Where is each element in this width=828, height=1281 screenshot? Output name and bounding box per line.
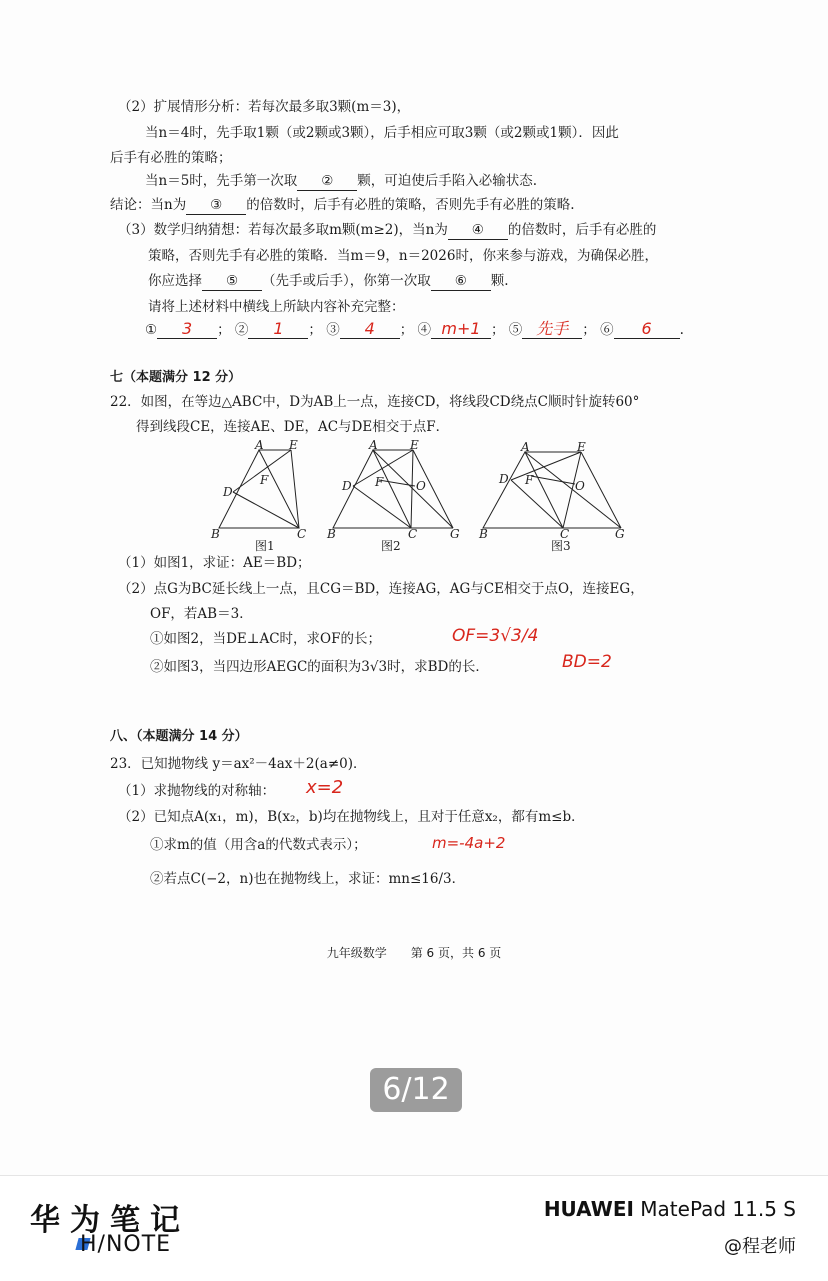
fig1-label-a: A xyxy=(255,440,264,452)
handwritten-answer-6: 6 xyxy=(641,319,652,338)
fig1-caption: 图1 xyxy=(255,539,275,552)
q22-part2-sub1: ①如图2，当DE⊥AC时，求OF的长； xyxy=(150,631,381,647)
fig1-label-f: F xyxy=(260,473,269,487)
page-indicator: 6/12 xyxy=(370,1068,462,1112)
q22-handwritten-of: OF=3√3/4 xyxy=(452,626,539,646)
fig2-label-f: F xyxy=(375,475,384,489)
q23-section-header: 八、（本题满分 14 分） xyxy=(110,729,248,744)
q22-stem-line1: 22．如图，在等边△ABC中，D为AB上一点，连接CD，将线段CD绕点C顺时针旋转60° xyxy=(110,394,640,410)
fig3-label-c: C xyxy=(560,527,570,541)
brand-english: H/NOTE xyxy=(80,1232,172,1257)
q23-part1: （1）求抛物线的对称轴： xyxy=(118,783,276,799)
q21-part3-line1: （3）数学归纳猜想：若每次最多取m颗(m≥2)，当n为 ④ 的倍数时，后手有必胜的 xyxy=(118,222,657,238)
q21-line2: 后手有必胜的策略； xyxy=(110,150,232,166)
fig3-label-d: D xyxy=(499,472,509,486)
handwritten-answer-2: 1 xyxy=(273,319,284,338)
fig1-label-c: C xyxy=(297,527,307,541)
q23-handwritten-axis: x=2 xyxy=(306,777,344,798)
q23-stem: 23．已知抛物线 y＝ax²－4ax＋2(a≠0)． xyxy=(110,756,367,772)
fig1-label-b: B xyxy=(211,527,220,541)
q21-part2-title: （2）扩展情形分析：若每次最多取3颗(m＝3)， xyxy=(118,99,411,115)
q21-answer-row: ① 3 ； ② 1 ； ③ 4 ； ④ m+1 ； ⑤ 先手 ； ⑥ 6 . xyxy=(145,319,684,338)
q22-section-header: 七（本题满分 12 分） xyxy=(110,370,242,385)
q22-figures xyxy=(205,440,645,552)
handwritten-answer-1: 3 xyxy=(182,319,193,338)
q21-fill-prompt: 请将上述材料中横线上所缺内容补充完整： xyxy=(148,299,405,315)
fig3-label-b: B xyxy=(479,527,488,541)
q22-part2-line1: （2）点G为BC延长线上一点，且CG＝BD，连接AG，AG与CE相交于点O，连接EG， xyxy=(118,581,644,597)
fig2-label-o: O xyxy=(416,479,426,493)
q22-part1: （1）如图1，求证：AE＝BD； xyxy=(118,555,311,571)
author-handle: @程老师 xyxy=(724,1236,796,1257)
fig2-label-b: B xyxy=(327,527,336,541)
fig1-label-e: E xyxy=(289,440,298,452)
q21-line3: 当n＝5时，先手第一次取 ② 颗，可迫使后手陷入必输状态. xyxy=(145,173,538,189)
fig3-label-f: F xyxy=(525,473,534,487)
fig2-label-e: E xyxy=(410,440,419,452)
fig2-caption: 图2 xyxy=(381,539,401,552)
fig3-label-g: G xyxy=(615,527,625,541)
fig2-label-g: G xyxy=(450,527,460,541)
fig1-label-d: D xyxy=(223,485,233,499)
q22-part2-line2: OF，若AB＝3． xyxy=(150,606,253,622)
fig2-label-c: C xyxy=(408,527,418,541)
fig2-label-d: D xyxy=(342,479,352,493)
q22-handwritten-bd: BD=2 xyxy=(562,652,612,672)
q21-part3-line2: 策略，否则先手有必胜的策略．当m＝9，n＝2026时，你来参与游戏，为确保必胜， xyxy=(148,248,658,264)
q21-part3-line3: 你应选择 ⑤ （先手或后手），你第一次取 ⑥ 颗. xyxy=(148,273,509,289)
fig3-caption: 图3 xyxy=(551,539,571,552)
handwritten-answer-5: 先手 xyxy=(536,319,569,338)
q22-stem-line2: 得到线段CE，连接AE、DE，AC与DE相交于点F． xyxy=(136,419,450,435)
fig2-label-a: A xyxy=(369,440,378,452)
q21-conclusion: 结论：当n为 ③ 的倍数时，后手有必胜的策略，否则先手有必胜的策略. xyxy=(110,197,575,213)
handwritten-answer-3: 4 xyxy=(364,319,375,338)
q23-handwritten-m: m=-4a+2 xyxy=(432,834,506,852)
page-footer: 九年级数学 第 6 页，共 6 页 xyxy=(326,946,502,960)
q23-part2: （2）已知点A(x₁，m)，B(x₂，b)均在抛物线上，且对于任意x₂，都有m≤b． xyxy=(118,809,585,825)
q22-part2-sub2: ②如图3，当四边形AEGC的面积为3√3时，求BD的长． xyxy=(150,659,489,675)
brand-chinese: 华为笔记 xyxy=(30,1203,190,1238)
q21-line1: 当n＝4时，先手取1颗（或2颗或3颗），后手相应可取3颗（或2颗或1颗）．因此 xyxy=(145,125,619,141)
q23-part2-sub2: ②若点C(−2，n)也在抛物线上，求证：mn≤16/3． xyxy=(150,871,466,887)
q23-part2-sub1: ①求m的值（用含a的代数式表示）； xyxy=(150,837,367,853)
fig3-label-o: O xyxy=(575,479,585,493)
handwritten-answer-4: m+1 xyxy=(441,319,481,338)
fig3-label-e: E xyxy=(577,440,586,454)
device-label: HUAWEI MatePad 11.5 S xyxy=(543,1197,796,1221)
fig3-label-a: A xyxy=(521,440,530,454)
